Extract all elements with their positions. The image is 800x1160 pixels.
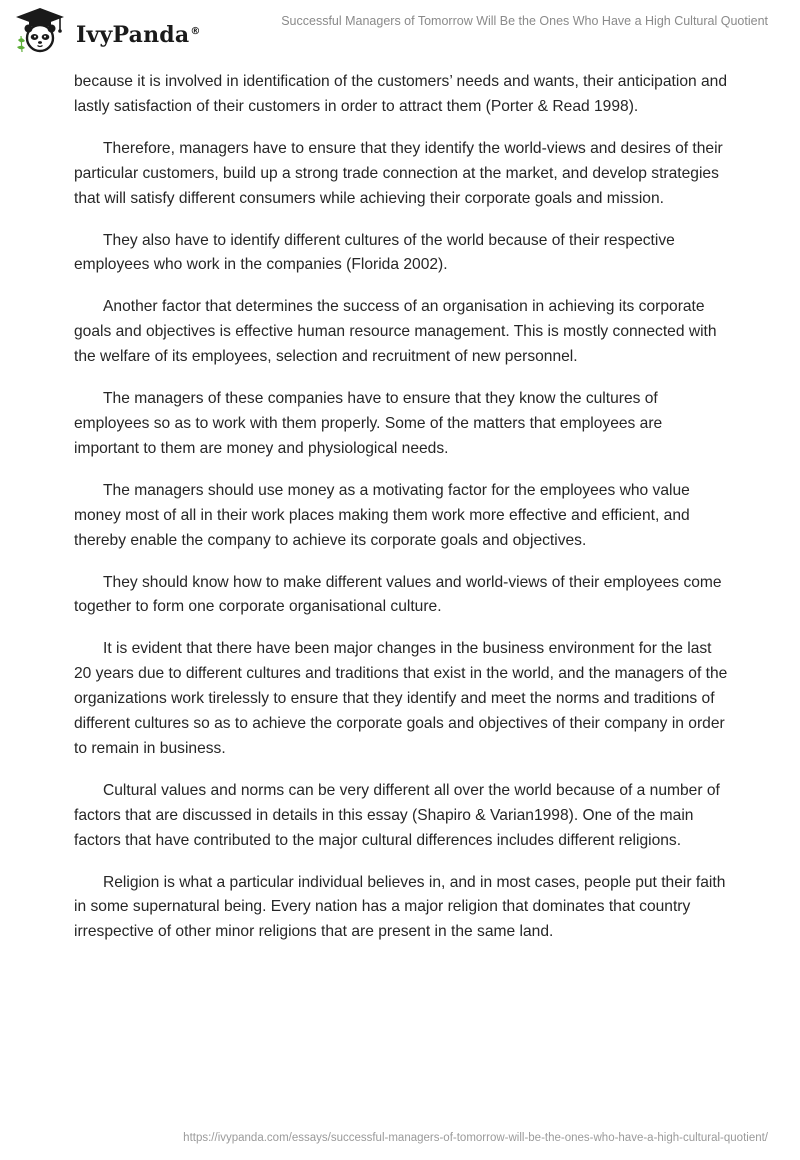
paragraph: Cultural values and norms can be very different all over the world because of a number of factors that are discussed in details in this essay (Shapiro & Varian1998). One of the main factors that have contributed to the major cultural differences includes different religions. xyxy=(74,781,720,849)
paragraph: The managers of these companies have to ensure that they know the cultures of employees so as to work with them properly. Some of the matters that employees are important to them are money and physiological needs. xyxy=(74,390,663,457)
paragraph: Therefore, managers have to ensure that they identify the world-views and desires of their particular customers, build up a strong trade connection at the market, and develop strategies that will satisfy different consumers while achieving their corporate goals and mission. xyxy=(74,139,723,207)
paragraph: Religion is what a particular individual believes in, and in most cases, people put their faith in some supernatural being. Every nation has a major religion that dominates that country irrespective of other minor religions that are present in the same land. xyxy=(74,873,726,941)
ivypanda-logo[interactable] xyxy=(12,6,232,60)
registered-mark: ® xyxy=(190,25,201,37)
source-url-link[interactable]: https://ivypanda.com/essays/successful-managers-of-tomorrow-will-be-the-ones-who-have-a-high-cultural-quotient/ xyxy=(183,1132,768,1144)
paragraph: They should know how to make different values and world-views of their employees come together to form one corporate organisational culture. xyxy=(74,573,722,616)
paragraph: The managers should use money as a motivating factor for the employees who value money most of all in their work places making them work more effective and efficient, and thereby enable the company to achieve its corporate goals and objectives. xyxy=(74,481,690,549)
paragraph: Another factor that determines the success of an organisation in achieving its corporate goals and objectives is effective human resource management. This is mostly connected with the welfare of its employees, selection and recruitment of new personnel. xyxy=(74,298,717,366)
paragraph: because it is involved in identification of the customers’ needs and wants, their anticipation and lastly satisfaction of their customers in order to attract them (Porter & Read 1998). xyxy=(74,73,728,115)
paragraph: It is evident that there have been major changes in the business environment for the last 20 years due to different cultures and traditions that exist in the world, and the managers of the organizations work tirelessly to ensure that they identify and meet the norms and traditions of different cultures so as to achieve the corporate goals and objectives of their company in order to remain in business. xyxy=(74,640,728,757)
essay-body xyxy=(74,70,730,962)
paragraph: They also have to identify different cultures of the world because of their respective employees who work in the companies (Florida 2002). xyxy=(74,231,675,274)
essay-title: Successful Managers of Tomorrow Will Be the Ones Who Have a High Cultural Quotient xyxy=(281,14,768,28)
panda-graduate-logo-icon xyxy=(12,6,68,54)
page-header xyxy=(0,0,800,70)
brand-name: IvyPanda® xyxy=(76,22,201,48)
